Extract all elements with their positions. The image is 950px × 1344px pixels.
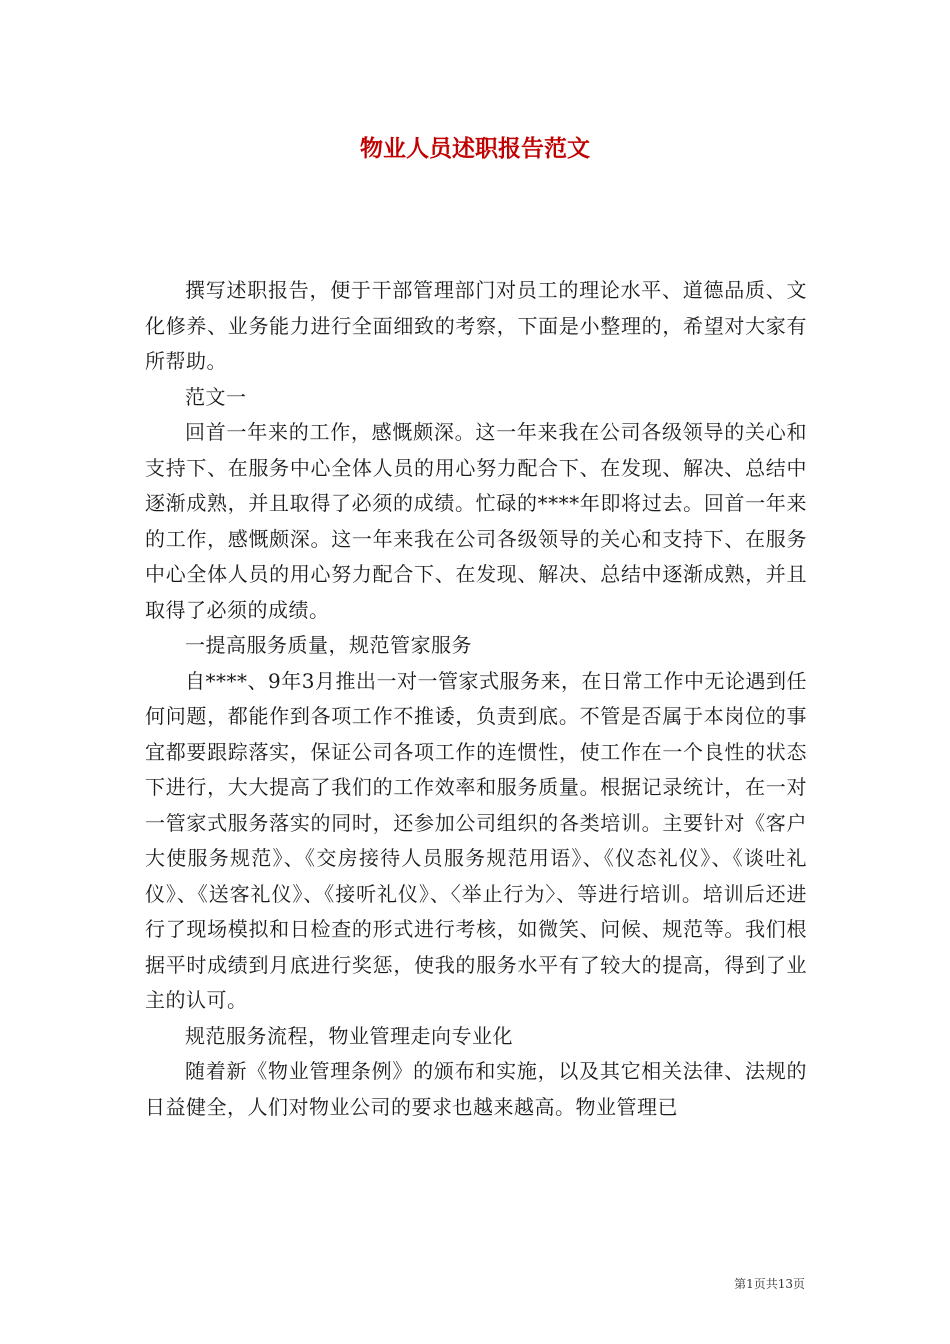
document-body (145, 273, 807, 1125)
section-heading-service-quality: 一提高服务质量，规范管家服务 (185, 633, 472, 657)
paragraph-butler-service: 自****、9年3月推出一对一管家式服务来，在日常工作中无论遇到任何问题，都能作到各项工作不推诿，负责到底。不管是否属于本岗位的事宜都要跟踪落实，保证公司各项工作的连惯性，使工作在一个良性的状态下进行，大大提高了我们的工作效率和服务质量。根据记录统计，在一对一管家式服务落实的同时，还参加公司组织的各类培训。主要针对《客户大使服务规范》、《交房接待人员服务规范用语》、《仪态礼仪》、《谈吐礼仪》、《送客礼仪》、《接听礼仪》、〈举止行为〉、等进行培训。培训后还进行了现场模拟和日检查的形式进行考核，如微笑、问候、规范等。我们根据平时成绩到月底进行奖惩，使我的服务水平有了较大的提高，得到了业主的认可。 (145, 668, 807, 1012)
paragraph-review: 回首一年来的工作，感慨颇深。这一年来我在公司各级领导的关心和支持下、在服务中心全体人员的用心努力配合下、在发现、解决、总结中逐渐成熟，并且取得了必须的成绩。忙碌的****年即将过去。回首一年来的工作，感慨颇深。这一年来我在公司各级领导的关心和支持下、在服务中心全体人员的用心努力配合下、在发现、解决、总结中逐渐成熟，并且取得了必须的成绩。 (145, 420, 807, 622)
page-number-footer: 第1页共13页 (734, 1277, 805, 1291)
paragraph-intro: 撰写述职报告，便于干部管理部门对员工的理论水平、道德品质、文化修养、业务能力进行全面细致的考察，下面是小整理的，希望对大家有所帮助。 (145, 278, 807, 373)
paragraph-regulations: 随着新《物业管理条例》的颁布和实施，以及其它相关法律、法规的日益健全，人们对物业公司的要求也越来越高。物业管理已 (145, 1059, 807, 1119)
document-title: 物业人员述职报告范文 (360, 135, 590, 162)
section-heading-service-process: 规范服务流程，物业管理走向专业化 (185, 1023, 513, 1048)
section-label-sample-one: 范文一 (185, 384, 247, 409)
